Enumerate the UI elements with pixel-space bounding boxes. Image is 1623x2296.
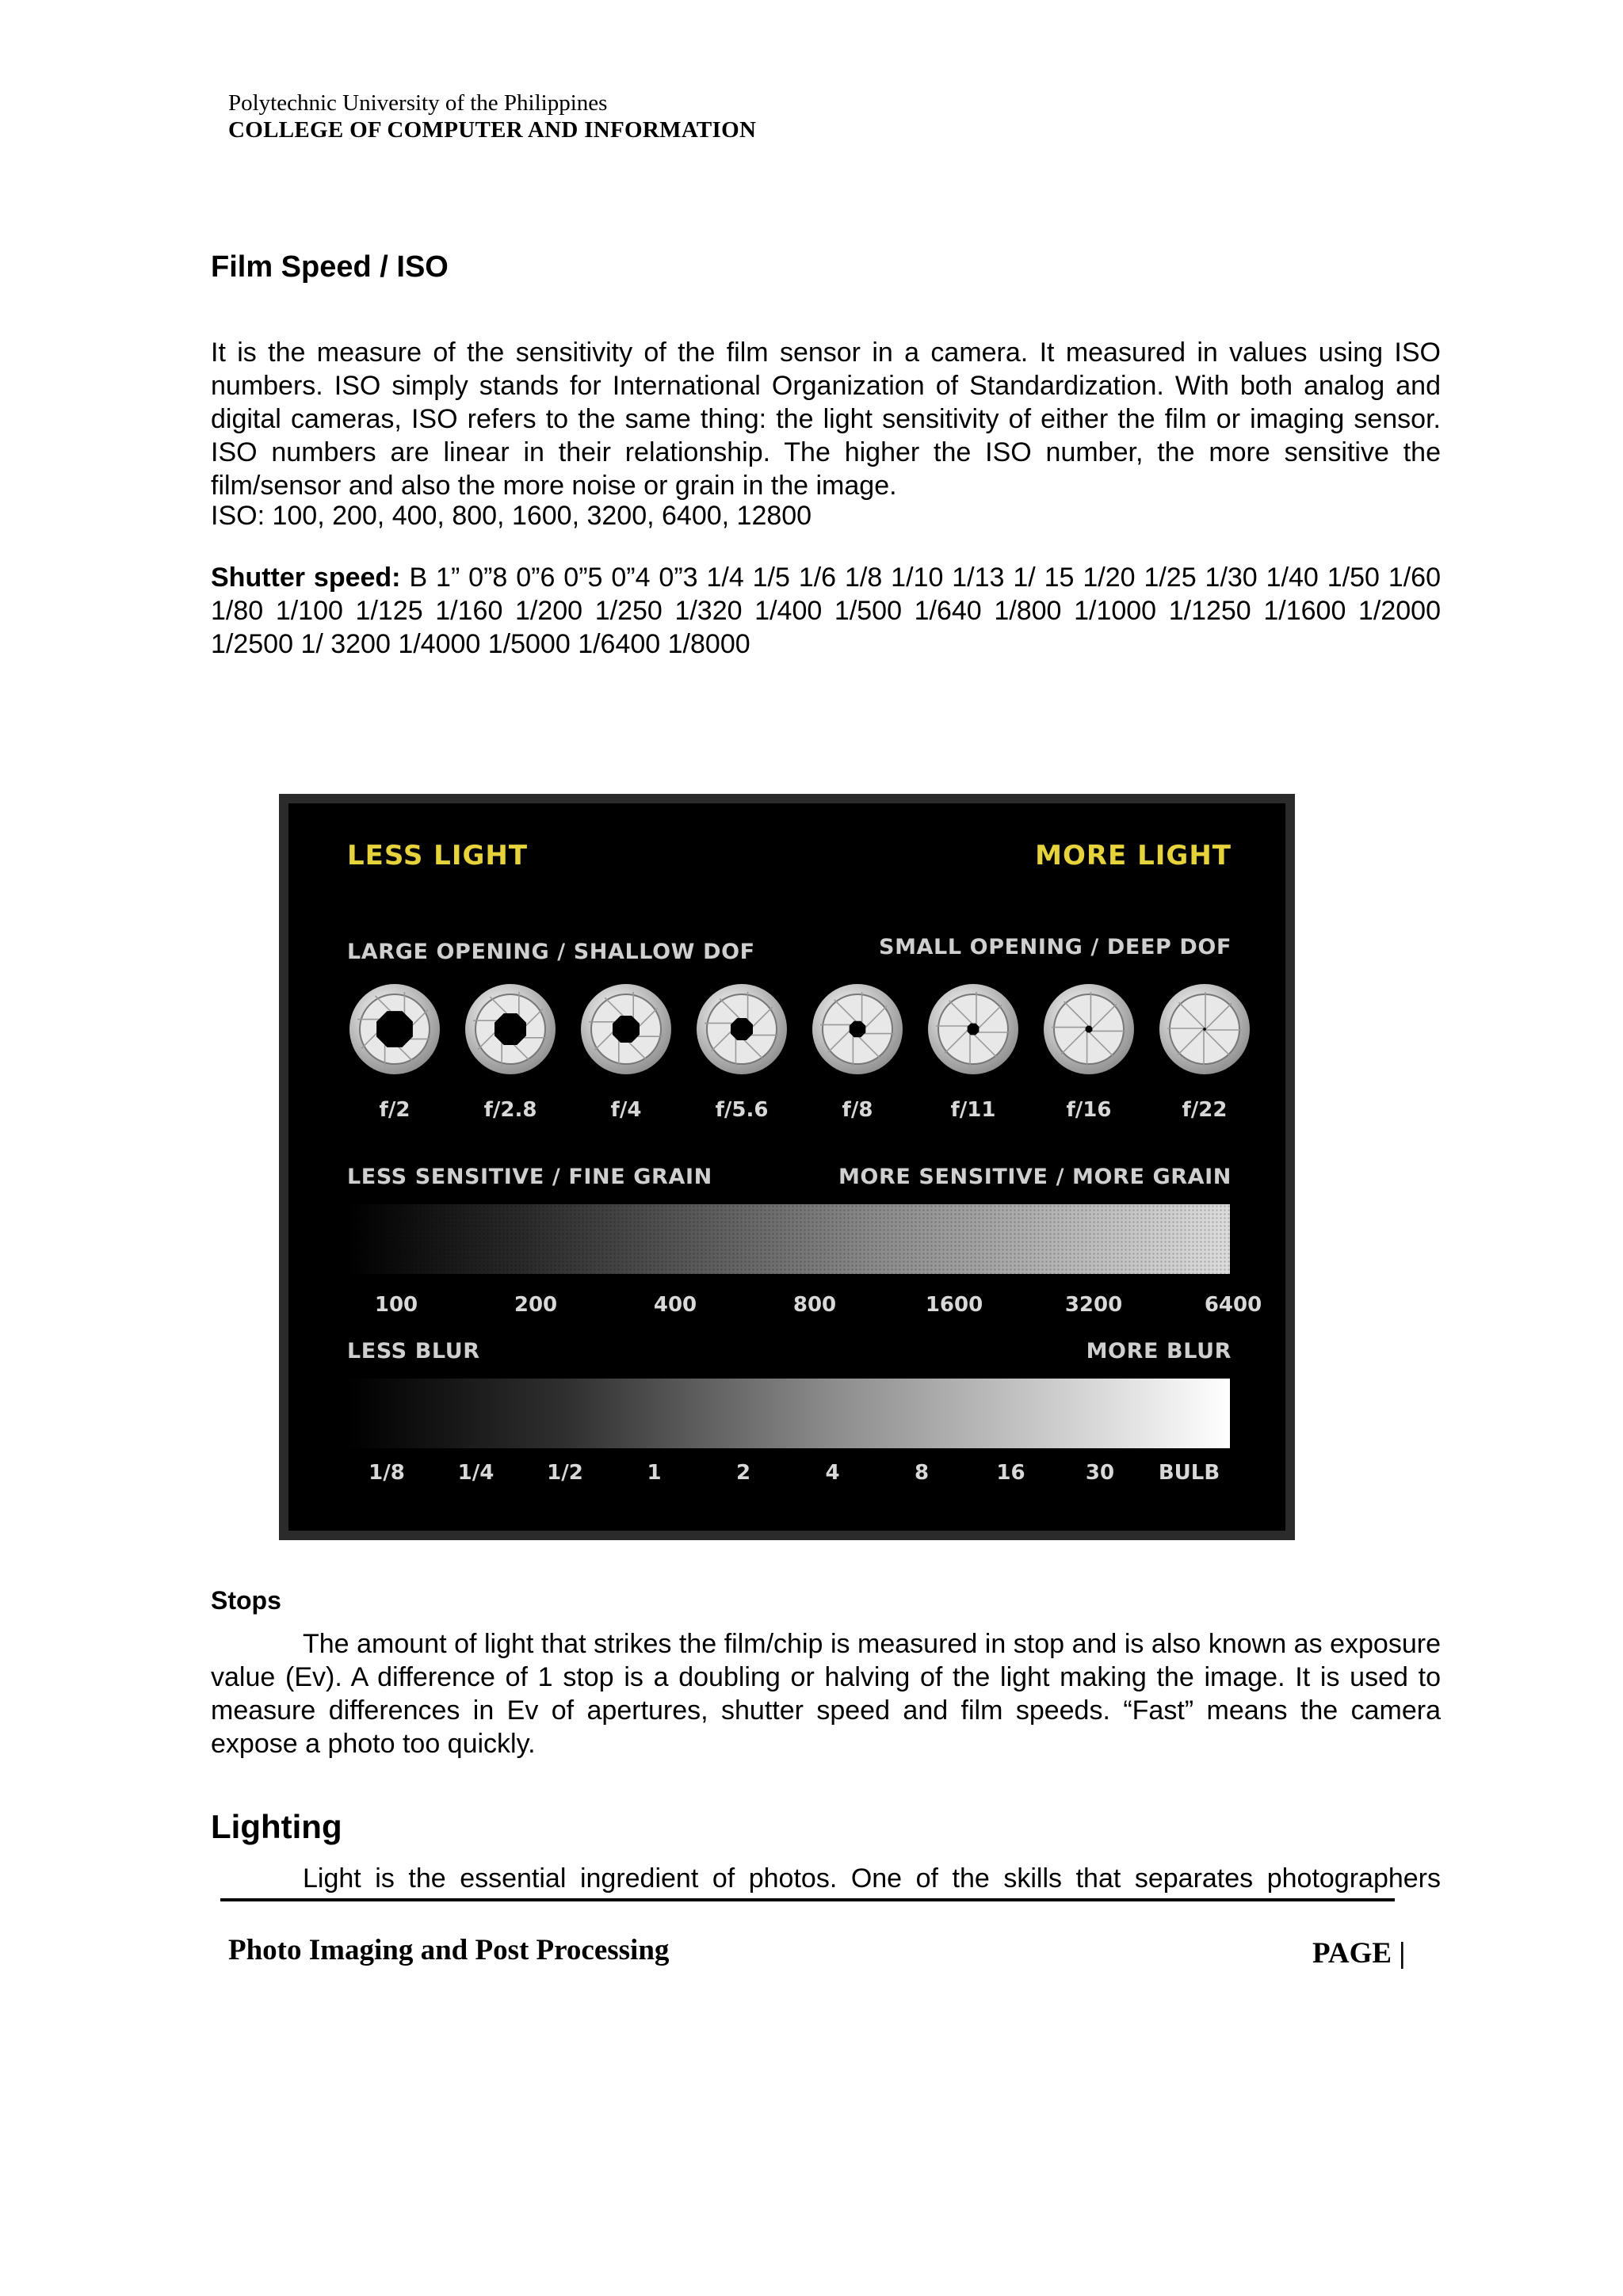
footer-rule	[220, 1898, 1395, 1901]
shutter-tick-label: 1	[647, 1461, 662, 1485]
iso-tick-label: 3200	[1064, 1293, 1123, 1317]
shutter-gradient-bar	[347, 1379, 1230, 1448]
lighting-paragraph: Light is the essential ingredient of photos. One of the skills that separates photographers	[303, 1863, 1441, 1894]
college-name: COLLEGE OF COMPUTER AND INFORMATION	[228, 117, 757, 143]
aperture-label: f/11	[950, 1098, 996, 1122]
shutter-tick-label: 1/2	[547, 1461, 583, 1485]
aperture-icon	[579, 982, 673, 1076]
exposure-triangle-chart	[279, 794, 1295, 1540]
stops-paragraph: The amount of light that strikes the film/chip is measured in stop and is also known as exposure value (Ev). A difference of 1 stop is a doubling or halving of the light making the image. It is used to measure differences in Ev of apertures, shutter speed and film speeds. “Fast” means the camera expose a photo too quickly.	[211, 1629, 1441, 1759]
aperture-label: f/8	[842, 1098, 873, 1122]
aperture-icon	[695, 982, 789, 1076]
aperture-label: f/4	[610, 1098, 642, 1122]
aperture-label: f/16	[1066, 1098, 1112, 1122]
footer-course-title: Photo Imaging and Post Processing	[228, 1934, 670, 1966]
aperture-icon	[811, 982, 904, 1076]
shutter-tick-label: 30	[1085, 1461, 1115, 1485]
aperture-right-label: SMALL OPENING / DEEP DOF	[879, 935, 1232, 959]
blur-right-label: MORE BLUR	[1086, 1339, 1232, 1363]
aperture-left-label: LARGE OPENING / SHALLOW DOF	[347, 940, 755, 964]
iso-tick-label: 6400	[1204, 1293, 1262, 1317]
iso-left-label: LESS SENSITIVE / FINE GRAIN	[347, 1165, 712, 1189]
blur-left-label: LESS BLUR	[347, 1339, 480, 1363]
iso-right-label: MORE SENSITIVE / MORE GRAIN	[838, 1165, 1232, 1189]
film-speed-heading: Film Speed / ISO	[211, 250, 449, 284]
aperture-icon	[1042, 982, 1136, 1076]
shutter-tick-label: 8	[914, 1461, 930, 1485]
iso-tick-label: 800	[792, 1293, 837, 1317]
lighting-heading: Lighting	[211, 1808, 342, 1845]
iso-gradient-bar	[347, 1204, 1230, 1274]
film-speed-paragraph: It is the measure of the sensitivity of the film sensor in a camera. It measured in values using ISO numbers. ISO simply stands for International Organization of Standardization. With both analog and digital cameras, ISO refers to the same thing: the light sensitivity of either the film or imaging sensor. ISO numbers are linear in their relationship. The higher the ISO number, the more sensitive the film/sensor and also the more noise or grain in the image.	[211, 338, 1441, 501]
university-name: Polytechnic University of the Philippines	[228, 90, 608, 116]
aperture-label: f/2	[379, 1098, 411, 1122]
shutter-tick-label: 4	[825, 1461, 840, 1485]
aperture-label: f/22	[1182, 1098, 1228, 1122]
footer-page-label: PAGE |	[1312, 1937, 1406, 1970]
aperture-icon	[926, 982, 1020, 1076]
iso-tick-label: 100	[374, 1293, 418, 1317]
shutter-tick-label: BULB	[1158, 1461, 1220, 1485]
iso-tick-label: 200	[514, 1293, 558, 1317]
less-light-label: LESS LIGHT	[347, 840, 529, 871]
shutter-tick-label: 16	[996, 1461, 1025, 1485]
stops-heading: Stops	[211, 1586, 281, 1615]
iso-tick-label: 1600	[925, 1293, 983, 1317]
shutter-tick-label: 1/8	[369, 1461, 405, 1485]
more-light-label: MORE LIGHT	[1035, 840, 1232, 871]
aperture-icon	[464, 982, 557, 1076]
shutter-speed-paragraph	[211, 561, 1441, 661]
aperture-label: f/2.8	[483, 1098, 537, 1122]
aperture-label: f/5.6	[715, 1098, 769, 1122]
iso-values-line: ISO: 100, 200, 400, 800, 1600, 3200, 6400, 12800	[211, 501, 812, 531]
aperture-icon	[348, 982, 441, 1076]
shutter-speed-values: B 1” 0”8 0”6 0”5 0”4 0”3 1/4 1/5 1/6 1/8 1/10 1/13 1/ 15 1/20 1/25 1/30 1/40 1/50 1/60 1/80 1/100 1/125 1/160 1/200 1/250 1/320 1/400 1/500 1/640 1/800 1/1000 1/1250 1/1600 1/2000 1/2500 1/ 3200 1/4000 1/5000 1/6400 1/8000	[211, 563, 1441, 659]
shutter-speed-label: Shutter speed:	[211, 563, 401, 593]
aperture-icon	[1158, 982, 1251, 1076]
shutter-tick-label: 2	[735, 1461, 751, 1485]
iso-tick-label: 400	[653, 1293, 697, 1317]
shutter-tick-label: 1/4	[457, 1461, 495, 1485]
